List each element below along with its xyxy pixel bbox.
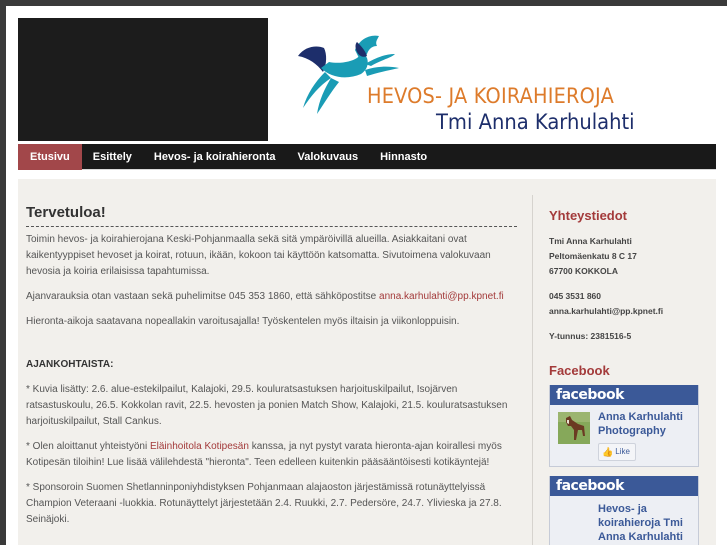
- horse-logo-icon: [281, 24, 411, 124]
- nav-item-esittely[interactable]: Esittely: [92, 150, 132, 163]
- page: [6, 6, 727, 545]
- city: 67700 KOKKOLA: [549, 266, 618, 276]
- nav-item-hieronta[interactable]: Hevos- ja koirahieronta: [153, 150, 276, 163]
- facebook-logo: facebook: [550, 476, 698, 496]
- nav-item-etusivu[interactable]: Etusivu: [18, 144, 82, 170]
- business-id: Y-tunnus: 2381516-5: [549, 331, 632, 341]
- news-text: * Olen aloittanut yhteistyöni: [26, 441, 150, 452]
- company-name: Tmi Anna Karhulahti: [549, 236, 632, 246]
- like-label: Like: [615, 447, 630, 456]
- header-banner-image: [18, 18, 268, 141]
- main-column: [26, 203, 517, 537]
- column-divider: [532, 195, 533, 545]
- news-item-kotipesa: [26, 439, 517, 471]
- phone: 045 3531 860: [549, 291, 601, 301]
- booking-paragraph: [26, 289, 517, 305]
- news-item-photos: * Kuvia lisätty: 2.6. alue-estekilpailut, Kalajoki, 29.5. kouluratsastuksen harjoituskilpailut, Isojärven ratsastuskoulu, 26.5. Kokkolan ravit, 22.5. hevosten ja ponien Match Show, Kalajoki, 21.5. kouluratsastuksen harjoituskilpailut, Stall Cankus.: [26, 384, 508, 427]
- email-link[interactable]: anna.karhulahti@pp.kpnet.fi: [379, 291, 504, 302]
- intro-paragraph: Toimin hevos- ja koirahierojana Keski-Pohjanmaalla sekä sitä ympäröivillä alueilla. Asiakkaitani ovat kaikentyyppiset hevoset ja koirat, rotuun, ikään, kokoon tai käyttöön katsomatta. Sivutoimena valokuvaan hevosia ja koiria erilaisissa tapahtumissa.: [26, 234, 491, 277]
- contact-info: [549, 234, 709, 344]
- like-button[interactable]: [598, 443, 636, 461]
- page-avatar[interactable]: [558, 412, 590, 444]
- facebook-heading: Facebook: [549, 363, 610, 378]
- facebook-page-name[interactable]: Anna Karhulahti Photography: [598, 411, 683, 437]
- main-nav: [18, 144, 716, 170]
- facebook-logo: facebook: [550, 385, 698, 405]
- thumbs-up-icon: 👍: [602, 447, 614, 457]
- kotipesa-link[interactable]: Eläinhoitola Kotipesän: [149, 441, 249, 452]
- nav-item-hinnasto[interactable]: Hinnasto: [380, 150, 428, 163]
- contact-heading: Yhteystiedot: [549, 208, 628, 223]
- contact-email: anna.karhulahti@pp.kpnet.fi: [549, 306, 664, 316]
- facebook-page-name[interactable]: Hevos- ja koirahieroja Tmi Anna Karhulahti: [598, 503, 683, 543]
- booking-text: Ajanvarauksia otan vastaan sekä puhelimitse 045 353 1860, että sähköpostitse: [26, 291, 380, 302]
- street-address: Peltomäenkatu 8 C 17: [549, 251, 637, 261]
- news-text: kanssa, ja nyt pystyt varata hieronta-ajan koirallesi myös Kotipesän tiloihin! Lue lisää välilehdestä "hieronta". Teen edelleen kuitenkin pääsääntöisesti kotikäyntejä!: [26, 441, 502, 468]
- facebook-widget-hieroja: [549, 476, 699, 545]
- facebook-widget-photography: [549, 385, 699, 467]
- horse-photo-icon: [558, 412, 590, 444]
- news-item-sponsor: * Sponsoroin Suomen Shetlanninponiyhdistyksen Pohjanmaan alajaoston järjestämissä rotunäyttelyissä Champion Veteraani -luokkia. Rotunäyttelyt järjestetään 2.4. Ruukki, 2.7. Pedersöre, 24.7. Ylivieska ja 27.8. Seinäjoki.: [26, 482, 502, 525]
- availability-paragraph: Hieronta-aikoja saatavana nopeallakin varoitusajalla! Työskentelen myös iltaisin ja viikonloppuisin.: [26, 316, 460, 327]
- news-heading: AJANKOHTAISTA:: [26, 359, 114, 370]
- logo-title: HEVOS- JA KOIRAHIEROJA: [367, 84, 614, 108]
- nav-item-valokuvaus[interactable]: Valokuvaus: [297, 150, 359, 163]
- site-logo[interactable]: [281, 24, 681, 142]
- content-area: [18, 179, 716, 545]
- logo-subtitle: Tmi Anna Karhulahti: [436, 110, 635, 134]
- page-title: Tervetuloa!: [26, 203, 517, 227]
- sidebar: [549, 207, 709, 543]
